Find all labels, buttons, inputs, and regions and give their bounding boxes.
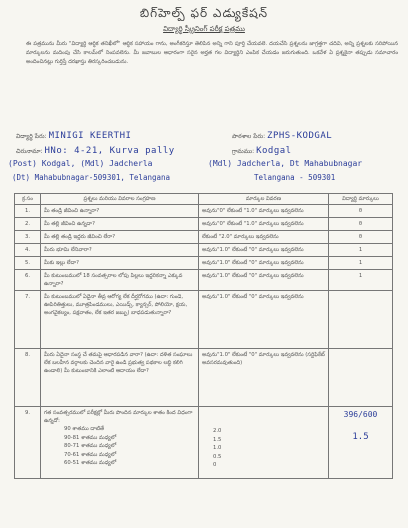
percentage-score: 396/600 — [343, 410, 378, 419]
address-line2: (Post) Kodgal, (Mdl) Jadcherla — [8, 159, 153, 168]
village-value: Kodgal — [256, 146, 292, 156]
row-question: మీ తండ్రి జీవించి ఉన్నారా? — [41, 205, 199, 218]
table-row — [15, 349, 393, 407]
row-marks-description: అవును"0" లేకుంటే "1.0" మార్కులు ఇవ్వవలెను — [199, 205, 329, 218]
row-question: మీకు ఇల్లు లేదా? — [41, 257, 199, 270]
grade-band: 90-81 శాతము మధ్యలో — [64, 434, 117, 441]
row-student-mark: 1 — [329, 270, 393, 291]
form-subtitle: విద్యార్థి స్క్రీనింగ్ పరీక్ష పత్రము — [163, 25, 245, 33]
row-number: 9. — [15, 407, 41, 479]
row-student-mark — [329, 407, 393, 479]
grade-band: 90 శాతము దాటితే — [64, 426, 105, 432]
row-marks-description: అవును"0" లేకుంటే "1.0" మార్కులు ఇవ్వవలెను — [199, 218, 329, 231]
grade-mark: 0 — [213, 462, 217, 468]
table-row — [15, 205, 393, 218]
row-marks-description: అవును"1.0" లేకుంటే "0" మార్కులు ఇవ్వవలెను — [199, 270, 329, 291]
grade-mark: 0.5 — [213, 453, 222, 460]
row-marks-description: అవును"1.0" లేకుంటే "0" మార్కులు ఇవ్వవలెను — [199, 291, 329, 349]
row-number: 5. — [15, 257, 41, 270]
row-student-mark: 0 — [329, 231, 393, 244]
row-student-mark: 1 — [329, 244, 393, 257]
row-question: మీ కుటుంబములో ఏదైనా తీవ్ర ఆరోగ్య లేక దీర్ఘరోగము (ఉదా: గుండె, ఊపిరితిత్తులు, మూత్రపిండములు, ఎయిడ్స్, క్యాన్సర్, పోలియో, క్షయ, అంగవైకల్యం, పక్షవాతం, లేక ఇతర జబ్బు) బాధపడుతున్నారా? — [41, 291, 199, 349]
address-label: చిరునామా: — [16, 148, 43, 155]
table-row — [15, 257, 393, 270]
grade-mark: 2.0 — [213, 428, 222, 434]
table-header-row — [15, 194, 393, 205]
row-marks-description: అవును"1.0" లేకుంటే "0" మార్కులు ఇవ్వవలెను (సర్టిఫికేట్ అవసరమవుతుంది) — [199, 349, 329, 407]
row-number: 8. — [15, 349, 41, 407]
school-name-field — [232, 131, 332, 141]
grade-mark: 1.5 — [213, 436, 222, 443]
row-question: మీ కుటుంబములో 18 సంవత్సరాల లోపు పిల్లలు ఇద్దరికన్నా ఎక్కువ ఉన్నారా? — [41, 270, 199, 291]
awarded-mark: 1.5 — [352, 432, 369, 442]
table-row — [15, 270, 393, 291]
village-label: గ్రామము: — [232, 148, 255, 155]
table-row — [15, 231, 393, 244]
row-student-mark: 1 — [329, 257, 393, 270]
row-question: మీ తల్లి జీవించి ఉన్నదా? — [41, 218, 199, 231]
row-marks-description: అవును"1.0" లేకుంటే "0" మార్కులు ఇవ్వవలెను — [199, 257, 329, 270]
grade-band: 60-51 శాతము మధ్యలో — [64, 460, 117, 466]
row-question: మీరు భూమి లేనివారా? — [41, 244, 199, 257]
school-name-value: ZPHS-KODGAL — [267, 131, 333, 141]
student-name-value: MINIGI KEERTHI — [48, 131, 132, 141]
student-name-label: విద్యార్థి పేరు: — [16, 133, 47, 140]
instructions-paragraph: ఈ పత్రమును మీరు "విద్యార్థి ఆర్థిక తనిఖీలో" ఆర్థిక సహాయం గాను, అంగీకరిస్తూ తెలిపిన అన్ని గాని పూర్తి చేయవలె. దయచేసి ప్రశ్నలను జాగ్రత్తగా చదివి, అన్ని ప్రశ్నలకు సరిపోయిన మార్కులను మదింపు చేసి కాలమ్‌లో నింపవలెను. మీ జవాబుల ఆధారంగా సరైన అర్హత గల విద్యార్థిని ఎంపిక చేయడం జరుగుతుంది. ఒకవేళ ఏ ప్రశ్నకైనా తప్పుడు సమాచారం అందించినట్లు గుర్తిస్తే దరఖాస్తు తిరస్కరించబడును. — [26, 41, 398, 65]
screening-questions-table — [14, 193, 393, 479]
row-marks-description: అవును"1.0" లేకుంటే "0" మార్కులు ఇవ్వవలెను — [199, 244, 329, 257]
table-row — [15, 218, 393, 231]
row-student-mark: 0 — [329, 218, 393, 231]
address-line3: (Dt) Mahabubnagar-509301, Telangana — [12, 173, 171, 182]
row-number: 2. — [15, 218, 41, 231]
row-number: 7. — [15, 291, 41, 349]
row-question: మీ తల్లి తండ్రి ఇద్దరు జీవించి లేరా? — [41, 231, 199, 244]
village-field — [232, 146, 292, 156]
table-row — [15, 407, 393, 479]
school-name-label: పాఠశాల పేరు: — [232, 133, 266, 140]
row-student-mark — [329, 349, 393, 407]
grade-band: 70-61 శాతము మధ్యలో — [64, 451, 117, 458]
table-row — [15, 244, 393, 257]
address-line2b: (Mdl) Jadcherla, Dt Mahabubnagar — [208, 159, 363, 168]
address-field — [16, 146, 175, 156]
table-row — [15, 291, 393, 349]
address-line3b: Telangana - 509301 — [254, 173, 336, 182]
row-marks-description: లేకుంటే "2.0" మార్కులు ఇవ్వవలెను — [199, 231, 329, 244]
col-header-question: ప్రశ్నలు మరియు వివరాల సంగ్రహణ — [41, 194, 199, 205]
row-number: 1. — [15, 205, 41, 218]
col-header-marks-description: మార్కుల వివరణ — [199, 194, 329, 205]
row-student-mark: 0 — [329, 205, 393, 218]
row-question-text: గత సంవత్సరములో పరీక్షల్లో మీరు పొందిన మార్కుల శాతం కింద విధంగా ఉన్నదో: — [44, 410, 193, 424]
grade-band: 80-71 శాతము మధ్యలో — [64, 443, 117, 449]
row-number: 6. — [15, 270, 41, 291]
row-question: మీరు ఏదైనా సంస్థ చే తమపై ఆధారపడిన వారా? (ఉదా: దళిత సంఘాలు లేక బలహీన వర్గాలకు చెందిన వారై ఉండి ప్రభుత్వ పథకాల లబ్ధి కలిగి ఉండాలి) మీ కుటుంబానికి ఎలాంటి ఆదాయం లేదా? — [41, 349, 199, 407]
row-student-mark — [329, 291, 393, 349]
student-name-field — [16, 131, 131, 141]
row-number: 3. — [15, 231, 41, 244]
col-header-serial: క్ర.సం — [15, 194, 41, 205]
row-marks-description — [199, 407, 329, 479]
address-line1: HNo: 4-21, Kurva pally — [44, 146, 175, 156]
row-question — [41, 407, 199, 479]
grade-mark: 1.0 — [213, 445, 222, 451]
form-title: బిగ్‌హెల్ప్ ఫర్ ఎడ్యుకేషన్ — [139, 6, 269, 20]
row-number: 4. — [15, 244, 41, 257]
col-header-student-marks: విద్యార్థి మార్కులు — [329, 194, 393, 205]
